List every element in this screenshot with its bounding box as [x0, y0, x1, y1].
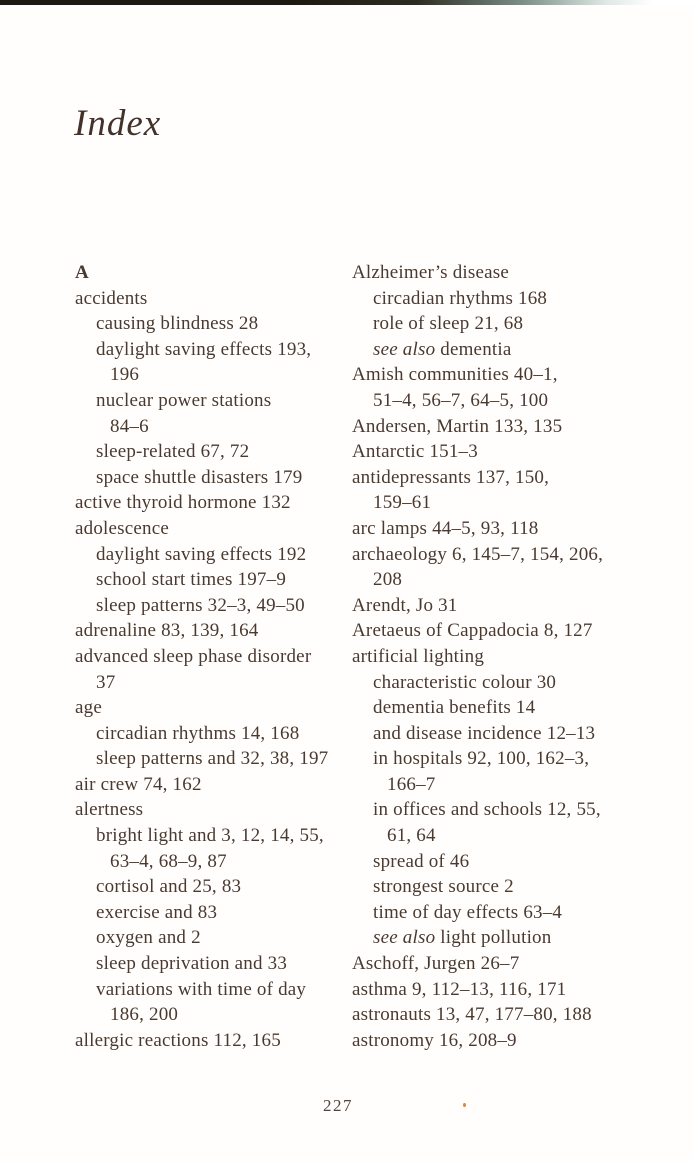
- index-line: spread of 46: [373, 850, 470, 872]
- index-line: 208: [373, 569, 403, 591]
- index-line: exercise and 83: [96, 901, 218, 923]
- index-line: arc lamps 44–5, 93, 118: [352, 517, 539, 539]
- index-column-left: [75, 260, 351, 1053]
- index-line: cortisol and 25, 83: [96, 876, 242, 898]
- index-line: artificial lighting: [352, 645, 485, 667]
- index-line: daylight saving effects 193,: [96, 338, 312, 360]
- index-line: causing blindness 28: [96, 313, 259, 335]
- index-line: space shuttle disasters 179: [96, 466, 303, 488]
- index-line: Andersen, Martin 133, 135: [352, 415, 563, 437]
- index-line: sleep patterns 32–3, 49–50: [96, 594, 305, 616]
- index-line: in hospitals 92, 100, 162–3,: [373, 748, 590, 770]
- index-line: daylight saving effects 192: [96, 543, 307, 565]
- index-line: characteristic colour 30: [373, 671, 557, 693]
- index-line: alertness: [75, 799, 144, 821]
- index-line: A: [75, 262, 89, 283]
- index-line: dementia benefits 14: [373, 697, 536, 719]
- index-line: circadian rhythms 14, 168: [96, 722, 300, 744]
- index-line: 186, 200: [110, 1004, 179, 1026]
- index-line: 166–7: [387, 773, 436, 795]
- index-line: see also dementia: [373, 338, 512, 360]
- index-line: advanced sleep phase disorder: [75, 645, 312, 667]
- index-line: and disease incidence 12–13: [373, 722, 596, 744]
- index-line: variations with time of day: [96, 978, 307, 1000]
- scan-edge-artifact: [0, 0, 694, 5]
- index-line: air crew 74, 162: [75, 773, 202, 795]
- index-line: sleep-related 67, 72: [96, 441, 250, 463]
- index-line: active thyroid hormone 132: [75, 492, 291, 514]
- page-title: Index: [74, 103, 162, 144]
- index-line: Arendt, Jo 31: [352, 594, 458, 616]
- index-line: school start times 197–9: [96, 569, 287, 591]
- scan-speck-artifact: [463, 1103, 466, 1107]
- index-line: sleep deprivation and 33: [96, 953, 288, 975]
- index-line: nuclear power stations: [96, 389, 272, 411]
- index-line: Antarctic 151–3: [352, 441, 478, 463]
- index-line: role of sleep 21, 68: [373, 313, 524, 335]
- index-line: 63–4, 68–9, 87: [110, 850, 227, 872]
- index-line: Aschoff, Jurgen 26–7: [352, 953, 520, 975]
- index-line: 61, 64: [387, 825, 436, 847]
- index-line: 159–61: [373, 492, 432, 514]
- index-line: archaeology 6, 145–7, 154, 206,: [352, 543, 604, 565]
- index-line: Aretaeus of Cappadocia 8, 127: [352, 620, 593, 642]
- index-line: 37: [96, 671, 116, 693]
- index-line: strongest source 2: [373, 876, 514, 898]
- index-line: Alzheimer’s disease: [352, 262, 509, 283]
- index-line: adolescence: [75, 517, 169, 539]
- index-column-right: [352, 260, 652, 1053]
- index-line: circadian rhythms 168: [373, 287, 548, 309]
- index-line: accidents: [75, 287, 148, 309]
- index-line: astronauts 13, 47, 177–80, 188: [352, 1004, 592, 1026]
- index-line: 51–4, 56–7, 64–5, 100: [373, 389, 549, 411]
- index-line: oxygen and 2: [96, 927, 201, 949]
- index-line: see also light pollution: [373, 927, 552, 949]
- index-line: bright light and 3, 12, 14, 55,: [96, 825, 324, 847]
- index-line: 196: [110, 364, 140, 386]
- index-line: in offices and schools 12, 55,: [373, 799, 601, 821]
- index-line: astronomy 16, 208–9: [352, 1029, 517, 1051]
- index-line: adrenaline 83, 139, 164: [75, 620, 259, 642]
- index-line: sleep patterns and 32, 38, 197: [96, 748, 329, 770]
- index-line: antidepressants 137, 150,: [352, 466, 550, 488]
- index-line: 84–6: [110, 415, 149, 437]
- page-number: 227: [323, 1096, 353, 1115]
- index-line: age: [75, 697, 102, 719]
- index-line: allergic reactions 112, 165: [75, 1029, 281, 1051]
- index-line: asthma 9, 112–13, 116, 171: [352, 978, 567, 1000]
- index-line: Amish communities 40–1,: [352, 364, 558, 386]
- index-line: time of day effects 63–4: [373, 901, 563, 923]
